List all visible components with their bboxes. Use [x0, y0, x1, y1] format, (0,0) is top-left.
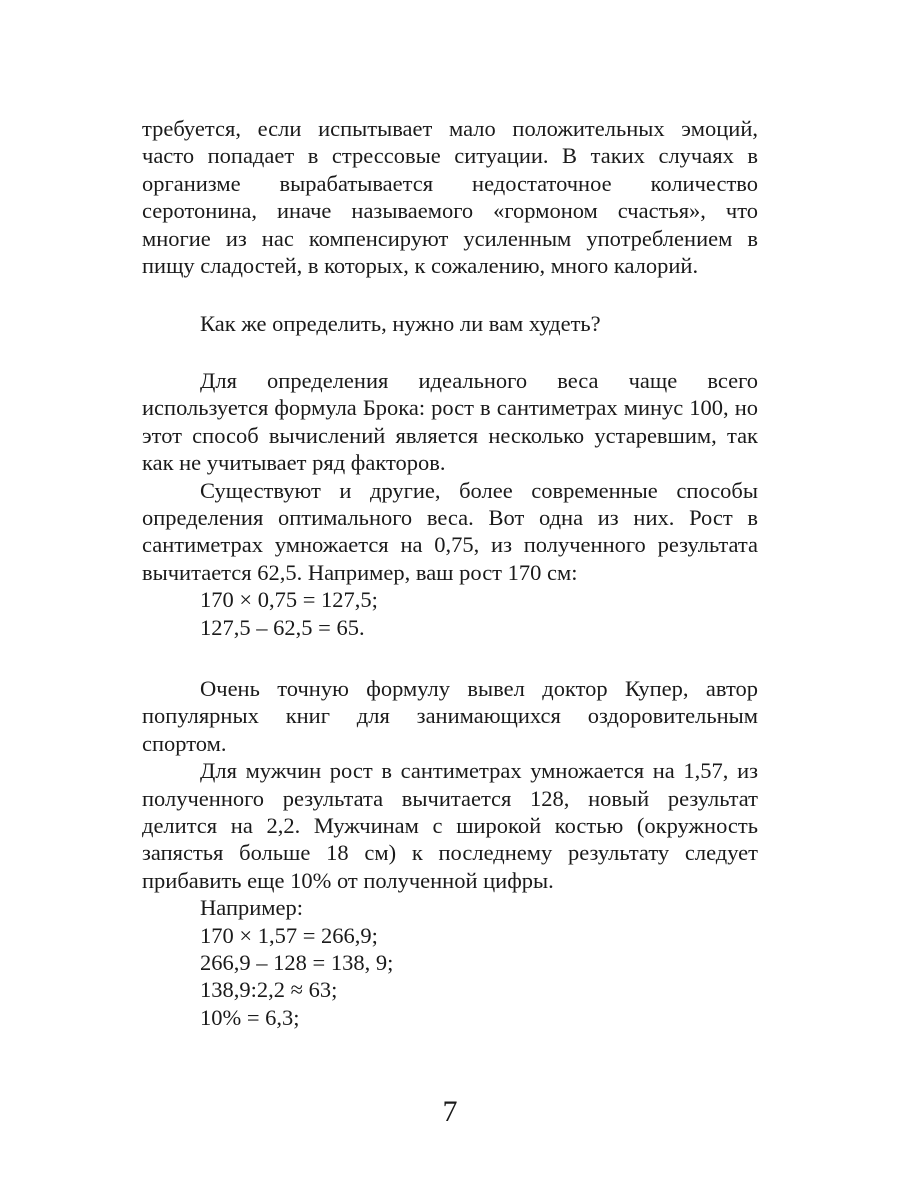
paragraph-cooper-formula: Очень точную формулу вывел доктор Купер, автор популярных книг для занимающихся оздоровительным спортом.	[142, 676, 758, 756]
equation-line: 138,9:2,2 ≈ 63;	[200, 977, 338, 1003]
equation-line: 170 × 0,75 = 127,5;	[200, 587, 378, 613]
equation-line: 266,9 – 128 = 138, 9;	[200, 950, 394, 976]
paragraph-broca-formula: Для определения идеального веса чаще всего используется формула Брока: рост в сантиметрах минус 100, но этот способ вычислений является несколько устаревшим, так как не учитывает ряд факторов.	[142, 368, 758, 476]
page-number: 7	[442, 1095, 458, 1128]
paragraph-question: Как же определить, нужно ли вам худеть?	[200, 311, 601, 336]
paragraph-men-formula: Для мужчин рост в сантиметрах умножается на 1,57, из полученного результата вычитается 128, новый результат делится на 2,2. Мужчинам с широкой костью (окружность запястья больше 18 см) к последнему результату следует прибавить еще 10% от полученной цифры.	[142, 758, 758, 893]
text-block-cooper	[142, 675, 758, 1031]
equation-line: 10% = 6,3;	[200, 1004, 300, 1030]
text-block-formulas	[142, 367, 758, 641]
paragraph-modern-method: Существуют и другие, более современные способы определения оптимального веса. Вот одна из них. Рост в сантиметрах умножается на 0,75, из полученного результата вычитается 62,5. Например, ваш рост 170 см:	[142, 477, 758, 585]
example-label: Например:	[200, 895, 303, 921]
text-block-question	[142, 310, 758, 337]
paragraph-continuation: требуется, если испытывает мало положительных эмоций, часто попадает в стрессовые ситуации. В таких случаях в организме вырабатывается недостаточное количество серотонина, иначе называемого «гормоном счастья», что многие из нас компенсируют усиленным употреблением в пищу сладостей, в которых, к сожалению, много калорий.	[142, 116, 758, 279]
equation-line: 127,5 – 62,5 = 65.	[200, 614, 365, 640]
text-block-intro	[142, 115, 758, 279]
equation-line: 170 × 1,57 = 266,9;	[200, 922, 378, 948]
